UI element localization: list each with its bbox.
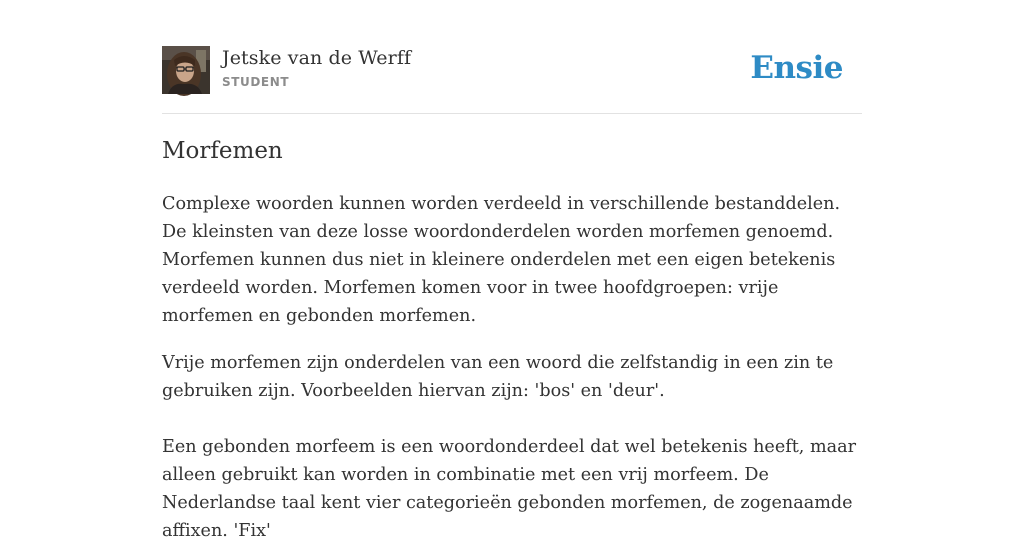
article-title: Morfemen [162, 138, 283, 164]
paragraph: Complexe woorden kunnen worden verdeeld in verschillende bestanddelen. De kleinsten van deze losse woordonderdelen worden morfemen genoemd. Morfemen kunnen dus niet in kleinere onderdelen met een eigen betekenis verdeeld worden. Morfemen komen voor in twee hoofdgroepen: vrije morfemen en gebonden morfemen. [162, 194, 841, 326]
article-body [162, 190, 862, 545]
brand-logo[interactable]: Ensie [750, 50, 843, 86]
paragraph: Een gebonden morfeem is een woordonderdeel dat wel betekenis heeft, maar alleen gebruikt kan worden in combinatie met een vrij morfeem. De Nederlandse taal kent vier categorieën gebonden morfemen, de zogenaamde affixen. 'Fix' [162, 437, 857, 541]
person-photo-icon [162, 46, 210, 94]
author-role: STUDENT [222, 75, 290, 89]
header-divider [162, 113, 862, 114]
author-name[interactable]: Jetske van de Werff [222, 47, 412, 69]
author-avatar[interactable] [162, 46, 210, 94]
author-header [162, 46, 862, 96]
paragraph-spacer [162, 405, 862, 433]
paragraph: Vrije morfemen zijn onderdelen van een woord die zelfstandig in een zin te gebruiken zijn. Voorbeelden hiervan zijn: 'bos' en 'deur'. [162, 353, 834, 401]
